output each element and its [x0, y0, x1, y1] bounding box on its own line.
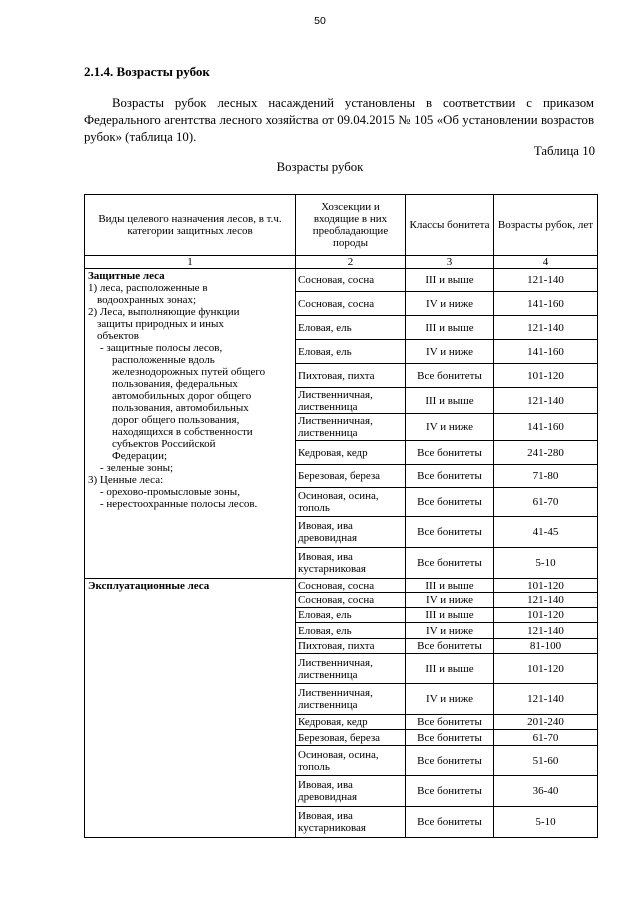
species-cell: Сосновая, сосна [296, 269, 406, 292]
category-title: Эксплуатационные леса [88, 580, 210, 592]
age-cell: 41-45 [494, 517, 598, 548]
bonitet-cell: IV и ниже [406, 593, 494, 608]
category-line: субъектов Российской [112, 438, 216, 450]
age-cell: 121-140 [494, 316, 598, 340]
age-cell: 141-160 [494, 340, 598, 364]
bonitet-cell: IV и ниже [406, 684, 494, 715]
table-header-row [85, 195, 598, 256]
age-cell: 101-120 [494, 608, 598, 623]
category-line: пользования, федеральных [112, 378, 238, 390]
table-number: Таблица 10 [533, 144, 595, 158]
age-cell: 201-240 [494, 715, 598, 730]
species-cell: Пихтовая, пихта [296, 639, 406, 654]
column-number: 4 [494, 256, 598, 269]
table-caption: Возрасты рубок [276, 160, 364, 174]
category-title: Защитные леса [88, 270, 165, 282]
species-cell: Сосновая, сосна [296, 579, 406, 593]
age-cell: 101-120 [494, 364, 598, 388]
bonitet-cell: III и выше [406, 608, 494, 623]
species-cell: Сосновая, сосна [296, 292, 406, 316]
table-row [85, 579, 598, 593]
species-cell: Кедровая, кедр [296, 441, 406, 465]
bonitet-cell: IV и ниже [406, 623, 494, 639]
column-number: 1 [85, 256, 296, 269]
bonitet-cell: III и выше [406, 579, 494, 593]
category-line: пользования, автомобильных [112, 402, 249, 414]
species-cell: Кедровая, кедр [296, 715, 406, 730]
species-cell: Ивовая, ива кустарниковая [296, 807, 406, 838]
species-cell: Ивовая, ива древовидная [296, 517, 406, 548]
bonitet-cell: IV и ниже [406, 340, 494, 364]
species-cell: Березовая, береза [296, 730, 406, 746]
age-cell: 141-160 [494, 414, 598, 441]
bonitet-cell: IV и ниже [406, 414, 494, 441]
species-cell: Еловая, ель [296, 316, 406, 340]
header-bonitet: Классы бонитета [406, 195, 494, 256]
category-line: Федерации; [112, 450, 168, 462]
species-cell: Осиновая, осина, тополь [296, 488, 406, 517]
category-line: железнодорожных путей общего [112, 366, 266, 378]
category-line: 1) леса, расположенные в [88, 282, 208, 294]
bonitet-cell: III и выше [406, 388, 494, 414]
intro-paragraph: Возрасты рубок лесных насаждений установлены в соответствии с приказом Федерального агентства лесного хозяйства от 09.04.2015 № 105 «Об установлении возрастов рубок» (таблица 10). [84, 96, 594, 144]
age-cell: 101-120 [494, 654, 598, 684]
category-line: объектов [97, 330, 139, 342]
age-cell: 241-280 [494, 441, 598, 465]
category-line: - нерестоохранные полосы лесов. [100, 498, 258, 510]
category-line: - зеленые зоны; [100, 462, 174, 474]
category-line: водоохранных зонах; [97, 294, 197, 306]
bonitet-cell: Все бонитеты [406, 465, 494, 488]
header-age: Возрасты рубок, лет [494, 195, 598, 256]
bonitet-cell: Все бонитеты [406, 548, 494, 579]
bonitet-cell: Все бонитеты [406, 517, 494, 548]
age-cell: 81-100 [494, 639, 598, 654]
bonitet-cell: Все бонитеты [406, 441, 494, 465]
page-number: 50 [314, 15, 326, 27]
species-cell: Сосновая, сосна [296, 593, 406, 608]
column-number: 2 [296, 256, 406, 269]
category-line: находящихся в собственности [112, 426, 253, 438]
header-species: Хозсекции и входящие в них преобладающие породы [296, 195, 406, 256]
table-row [85, 269, 598, 292]
species-cell: Лиственничная, лиственница [296, 388, 406, 414]
species-cell: Еловая, ель [296, 608, 406, 623]
species-cell: Лиственничная, лиственница [296, 414, 406, 441]
species-cell: Еловая, ель [296, 340, 406, 364]
header-purpose: Виды целевого назначения лесов, в т.ч. категории защитных лесов [85, 195, 296, 256]
age-cell: 71-80 [494, 465, 598, 488]
species-cell: Осиновая, осина, тополь [296, 746, 406, 776]
bonitet-cell: IV и ниже [406, 292, 494, 316]
age-cell: 61-70 [494, 488, 598, 517]
age-cell: 36-40 [494, 776, 598, 807]
species-cell: Березовая, береза [296, 465, 406, 488]
species-cell: Лиственничная, лиственница [296, 654, 406, 684]
age-cell: 121-140 [494, 623, 598, 639]
column-number-row [85, 256, 598, 269]
age-cell: 121-140 [494, 684, 598, 715]
protective-forests-cell [85, 269, 296, 579]
age-cell: 141-160 [494, 292, 598, 316]
category-line: 2) Леса, выполняющие функции [88, 306, 240, 318]
age-cell: 61-70 [494, 730, 598, 746]
exploitation-forests-cell [85, 579, 296, 838]
category-line: автомобильных дорог общего [112, 390, 252, 402]
species-cell: Еловая, ель [296, 623, 406, 639]
age-cell: 121-140 [494, 388, 598, 414]
bonitet-cell: III и выше [406, 316, 494, 340]
bonitet-cell: III и выше [406, 654, 494, 684]
species-cell: Пихтовая, пихта [296, 364, 406, 388]
bonitet-cell: Все бонитеты [406, 776, 494, 807]
age-cell: 101-120 [494, 579, 598, 593]
column-number: 3 [406, 256, 494, 269]
category-line: дорог общего пользования, [112, 414, 240, 426]
age-cell: 5-10 [494, 807, 598, 838]
category-line: расположенные вдоль [112, 354, 215, 366]
bonitet-cell: Все бонитеты [406, 746, 494, 776]
species-cell: Ивовая, ива древовидная [296, 776, 406, 807]
species-cell: Лиственничная, лиственница [296, 684, 406, 715]
bonitet-cell: Все бонитеты [406, 715, 494, 730]
bonitet-cell: Все бонитеты [406, 639, 494, 654]
bonitet-cell: Все бонитеты [406, 488, 494, 517]
age-cell: 121-140 [494, 269, 598, 292]
age-cell: 5-10 [494, 548, 598, 579]
category-line: защиты природных и иных [97, 318, 224, 330]
bonitet-cell: Все бонитеты [406, 807, 494, 838]
bonitet-cell: Все бонитеты [406, 730, 494, 746]
bonitet-cell: III и выше [406, 269, 494, 292]
category-line: - защитные полосы лесов, [100, 342, 223, 354]
section-heading: 2.1.4. Возрасты рубок [84, 64, 210, 79]
species-cell: Ивовая, ива кустарниковая [296, 548, 406, 579]
age-cell: 51-60 [494, 746, 598, 776]
age-cell: 121-140 [494, 593, 598, 608]
cutting-age-table [84, 194, 598, 838]
category-line: 3) Ценные леса: [88, 474, 164, 486]
category-line: - орехово-промысловые зоны, [100, 486, 240, 498]
bonitet-cell: Все бонитеты [406, 364, 494, 388]
